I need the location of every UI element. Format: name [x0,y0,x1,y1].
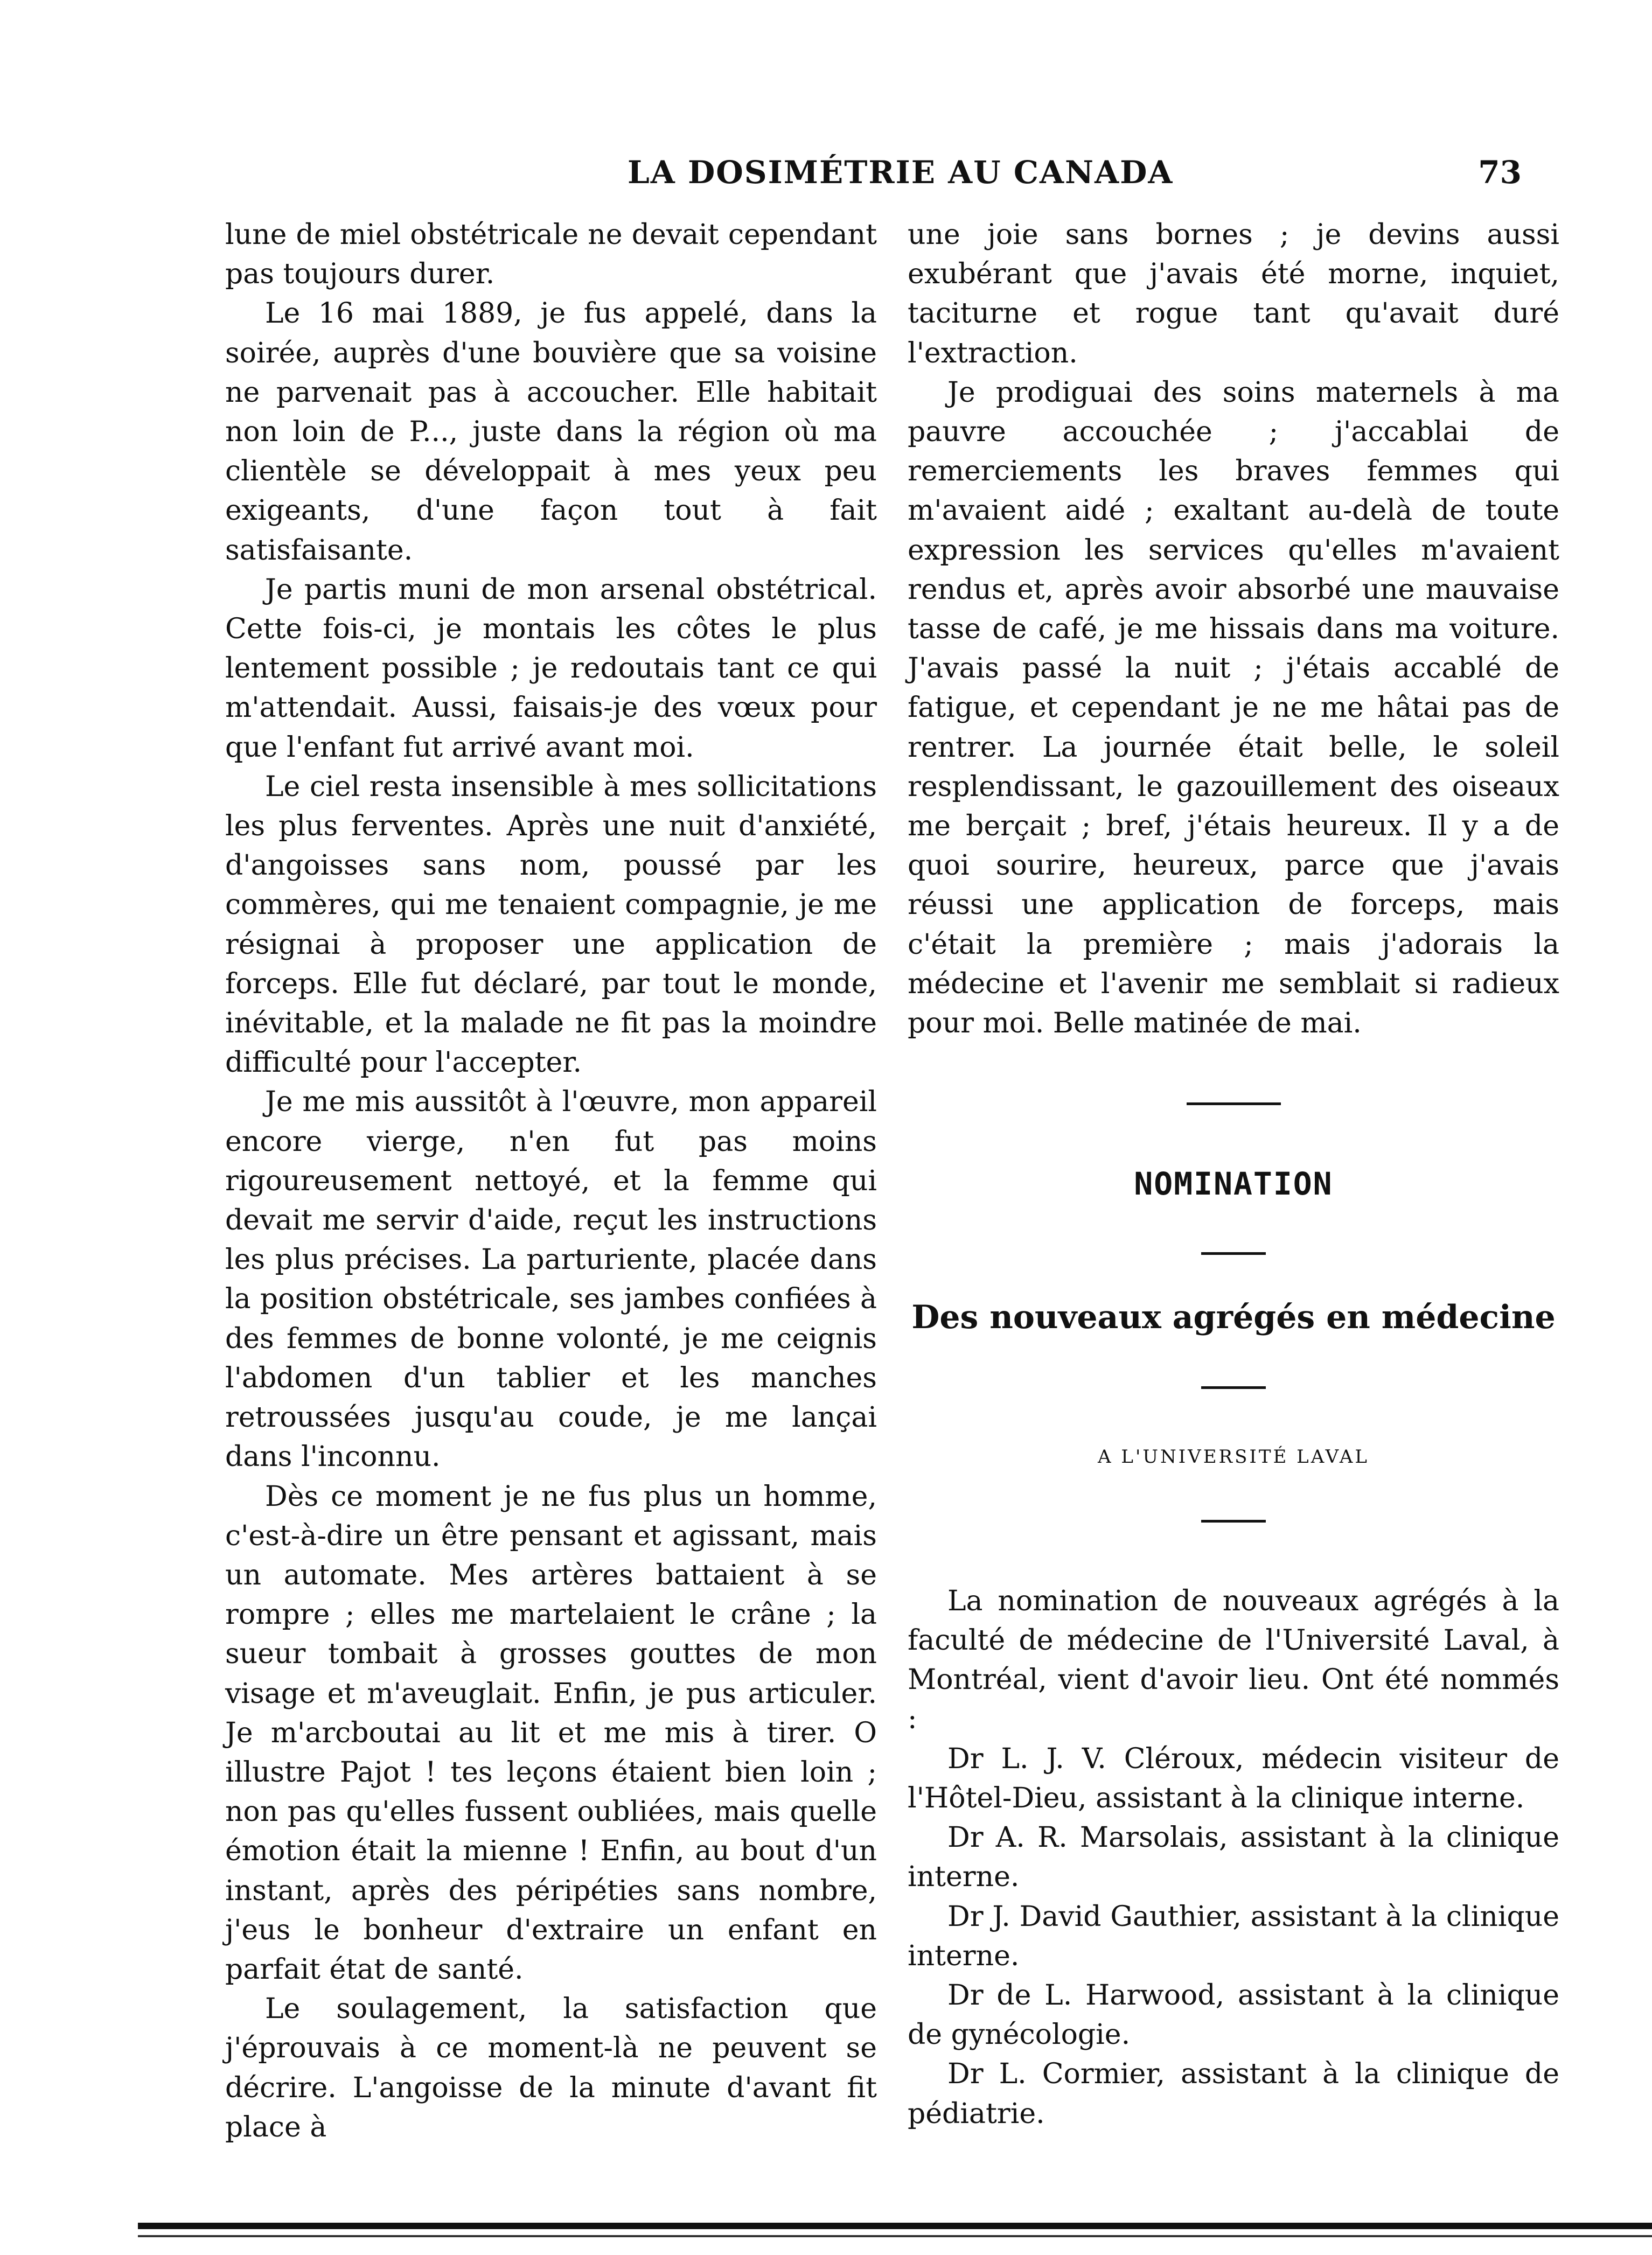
left-column [225,215,877,2147]
running-title: LA DOSIMÉTRIE AU CANADA [628,154,1174,191]
subsection-title: Des nouveaux agrégés en médecine [911,1298,1556,1337]
section-title: NOMINATION [1134,1165,1333,1203]
paragraph: Le ciel resta insensible à mes sollicitations les plus ferventes. Après une nuit d'anxiété, d'angoisses sans nom, poussé par les commères, qui me tenaient compagnie, je me résignai à proposer une application de forceps. Elle fut déclaré, par tout le monde, inévitable, et la malade ne fit pas la moindre difficulté pour l'accepter. [225,770,877,1079]
paragraph: Je me mis aussitôt à l'œuvre, mon appareil encore vierge, n'en fut pas moins rigoureusement nettoyé, et la femme qui devait me servir d'aide, reçut les instructions les plus précises. La parturiente, placée dans la position obstétricale, ses jambes confiées à des femmes de bonne volonté, je me ceignis l'abdomen d'un tablier et les manches retroussées jusqu'au coude, je me lançai dans l'inconnu. [225,1086,877,1474]
appointee-item: Dr A. R. Marsolais, assistant à la clinique interne. [908,1821,1559,1894]
right-column [908,215,1559,2134]
running-header [628,154,1522,197]
paragraph: Dès ce moment je ne fus plus un homme, c'est-à-dire un être pensant et agissant, mais un automate. Mes artères battaient à se rompre ; elles me martelaient le crâne ; la sueur tombait à grosses gouttes de mon visage et m'aveuglait. Enfin, je pus articuler. Je m'arcboutai au lit et me mis à tirer. O illustre Pajot ! tes leçons étaient bien loin ; non pas qu'elles fussent oubliées, mais quelle émotion était la mienne ! Enfin, au bout d'un instant, après des péripéties sans nombre, j'eus le bonheur d'extraire un enfant en parfait état de santé. [225,1480,877,1986]
paragraph: lune de miel obstétricale ne devait cependant pas toujours durer. [225,219,877,291]
page-bottom-rule [138,2235,1652,2237]
appointee-item: Dr J. David Gauthier, assistant à la clinique interne. [908,1900,1559,1972]
paragraph: Le 16 mai 1889, je fus appelé, dans la soirée, auprès d'une bouvière que sa voisine ne parvenait pas à accoucher. Elle habitait non loin de P..., juste dans la région où ma clientèle se développait à mes yeux peu exigeants, d'une façon tout à fait satisfaisante. [225,297,877,567]
paragraph: une joie sans bornes ; je devins aussi exubérant que j'avais été morne, inquiet, taciturne et rogue tant qu'avait duré l'extraction. [908,219,1559,369]
paragraph: Le soulagement, la satisfaction que j'éprouvais à ce moment-là ne peuvent se décrire. L'angoisse de la minute d'avant fit place à [225,1993,877,2144]
page-bottom-rule [138,2223,1652,2229]
appointee-item: Dr L. J. V. Cléroux, médecin visiteur de l'Hôtel-Dieu, assistant à la clinique interne. [908,1742,1559,1814]
page-number: 73 [1478,154,1522,191]
paragraph: Je partis muni de mon arsenal obstétrical. Cette fois-ci, je montais les côtes le plus lentement possible ; je redoutais tant ce qui m'attendait. Aussi, faisais-je des vœux pour que l'enfant fut arrivé avant moi. [225,573,877,764]
nomination-intro: La nomination de nouveaux agrégés à la faculté de médecine de l'Université Laval, à Montréal, vient d'avoir lieu. Ont été nommés : [908,1584,1559,1736]
paragraph: Je prodiguai des soins maternels à ma pauvre accouchée ; j'accablai de remerciements les braves femmes qui m'avaient aidé ; exaltant au-delà de toute expression les services qu'elles m'avaient rendus et, après avoir absorbé une mauvaise tasse de café, je me hissais dans ma voiture. J'avais passé la nuit ; j'étais accablé de fatigue, et cependant je ne me hâtai pas de rentrer. La journée était belle, le soleil resplendissant, le gazouillement des oiseaux me berçait ; bref, j'étais heureux. Il y a de quoi sourire, heureux, parce que j'avais réussi une application de forceps, mais c'était la première ; mais j'adorais la médecine et l'avenir me semblait si radieux pour moi. Belle matinée de mai. [908,376,1559,1040]
appointee-item: Dr de L. Harwood, assistant à la clinique de gynécologie. [908,1979,1559,2051]
appointee-item: Dr L. Cormier, assistant à la clinique de pédiatrie. [908,2058,1559,2130]
institution-title: A L'UNIVERSITÉ LAVAL [1098,1446,1369,1468]
